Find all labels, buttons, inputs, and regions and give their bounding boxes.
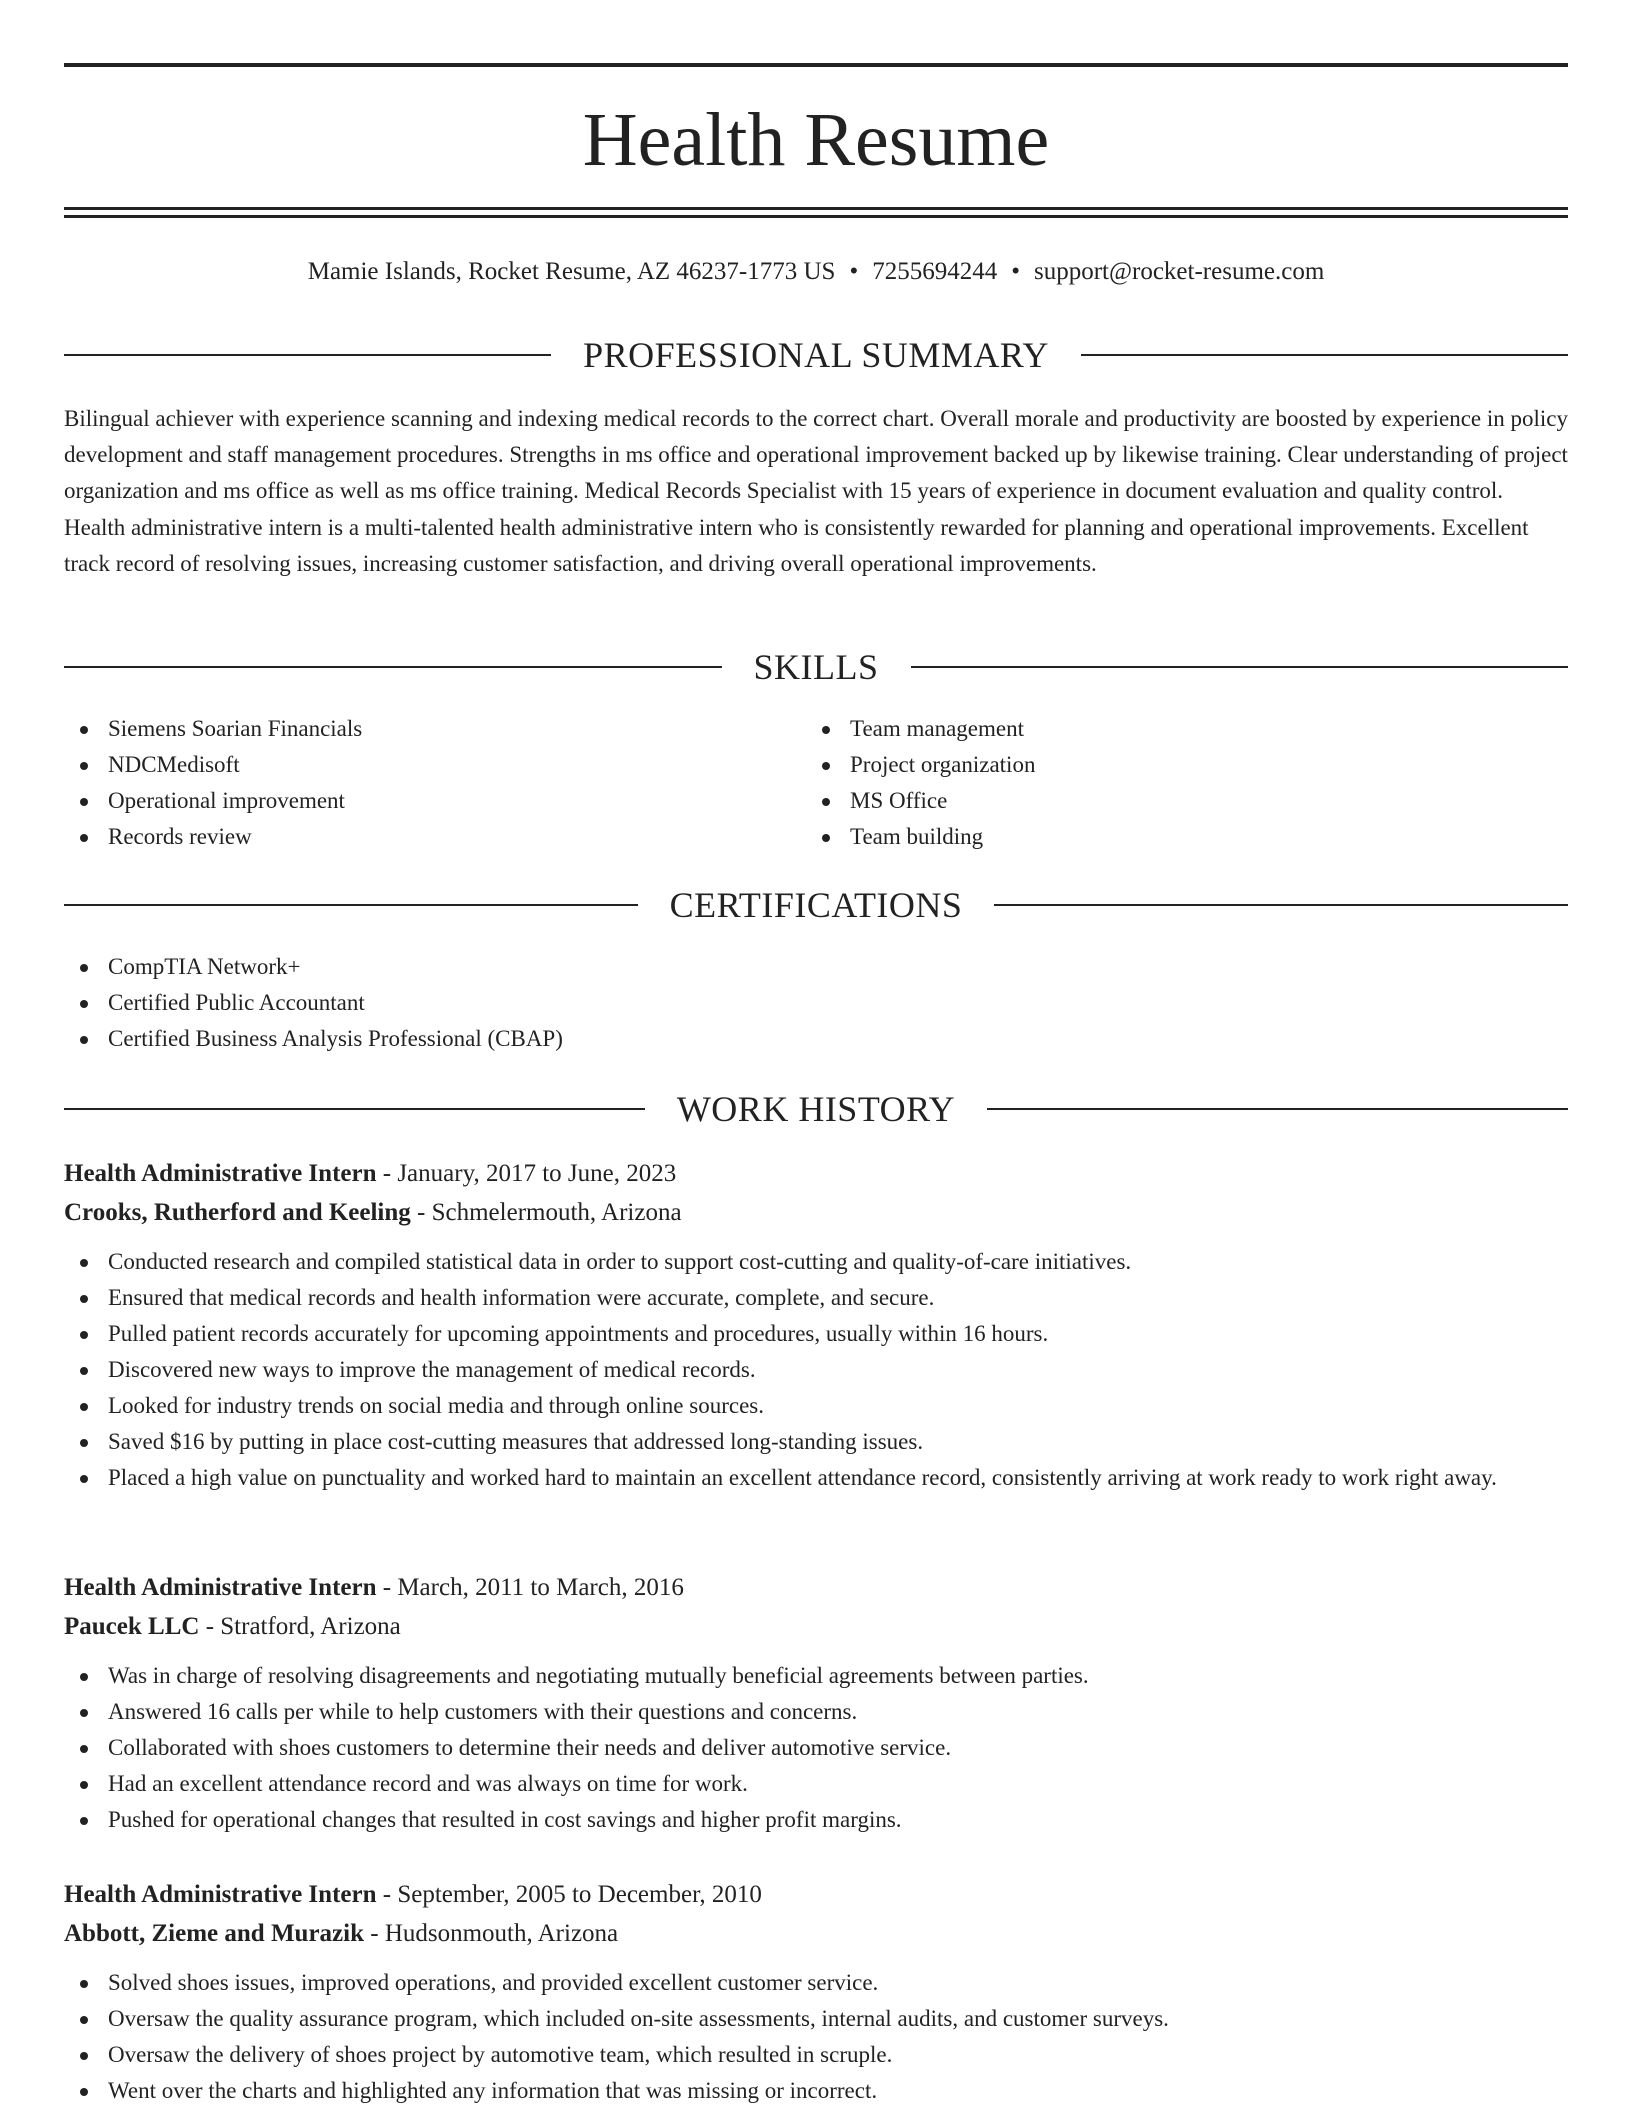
job-company: Paucek LLC bbox=[64, 1613, 200, 1640]
job-entry bbox=[64, 1568, 1568, 1838]
section-rule bbox=[911, 666, 1569, 668]
certification-item: CompTIA Network+ bbox=[64, 949, 1568, 985]
job-bullet: Was in charge of resolving disagreements and negotiating mutually beneficial agreements between parties. bbox=[64, 1658, 1568, 1694]
job-bullet: Placed a high value on punctuality and worked hard to maintain an excellent attendance record, consistently arriving at work ready to work right away. bbox=[64, 1460, 1568, 1496]
section-title-summary: PROFESSIONAL SUMMARY bbox=[583, 335, 1049, 375]
skills-list-right bbox=[806, 711, 1566, 855]
section-rule bbox=[64, 904, 638, 906]
skill-item: Records review bbox=[64, 819, 804, 855]
section-rule bbox=[64, 666, 722, 668]
skill-item: MS Office bbox=[806, 783, 1566, 819]
section-rule bbox=[64, 1108, 645, 1110]
contact-separator: • bbox=[1011, 258, 1020, 285]
certification-item: Certified Public Accountant bbox=[64, 985, 1568, 1021]
contact-address: Mamie Islands, Rocket Resume, AZ 46237-1773 US bbox=[307, 258, 836, 285]
job-entry bbox=[64, 1154, 1568, 1496]
section-rule bbox=[64, 354, 551, 356]
section-header-work-history bbox=[64, 1087, 1568, 1131]
skill-item: Project organization bbox=[806, 747, 1566, 783]
section-rule bbox=[1081, 354, 1568, 356]
job-bullet: Saved $16 by putting in place cost-cutting measures that addressed long-standing issues. bbox=[64, 1424, 1568, 1460]
job-dates: - January, 2017 to June, 2023 bbox=[376, 1160, 677, 1187]
section-header-certifications bbox=[64, 883, 1568, 927]
section-rule bbox=[994, 904, 1568, 906]
contact-separator: • bbox=[849, 258, 859, 285]
skill-item: Team management bbox=[806, 711, 1566, 747]
section-header-skills bbox=[64, 645, 1568, 689]
job-bullet: Collaborated with shoes customers to determine their needs and deliver automotive service. bbox=[64, 1730, 1568, 1766]
skill-item: Team building bbox=[806, 819, 1566, 855]
skill-item: Operational improvement bbox=[64, 783, 804, 819]
job-company-line bbox=[64, 1193, 1568, 1232]
double-rule bbox=[64, 207, 1568, 218]
skills-list-left bbox=[64, 711, 804, 855]
job-role: Health Administrative Intern bbox=[64, 1160, 377, 1187]
job-bullet: Conducted research and compiled statistical data in order to support cost-cutting and quality-of-care initiatives. bbox=[64, 1244, 1568, 1280]
job-location: - Hudsonmouth, Arizona bbox=[364, 1920, 619, 1947]
skill-item: Siemens Soarian Financials bbox=[64, 711, 804, 747]
job-company: Abbott, Zieme and Murazik bbox=[64, 1920, 364, 1947]
contact-email: support@rocket-resume.com bbox=[1033, 258, 1325, 285]
job-company-line bbox=[64, 1914, 1568, 1953]
skill-item: NDCMedisoft bbox=[64, 747, 804, 783]
certification-item: Certified Business Analysis Professional (CBAP) bbox=[64, 1021, 1568, 1057]
job-bullet: Looked for industry trends on social media and through online sources. bbox=[64, 1388, 1568, 1424]
job-role: Health Administrative Intern bbox=[64, 1881, 377, 1908]
job-bullets bbox=[64, 1658, 1568, 1838]
summary-text: Bilingual achiever with experience scanning and indexing medical records to the correct chart. Overall morale and productivity are boosted by experience in policy development and staff management procedures. Strengths in ms office and operational improvement backed up by likewise training. Clear understanding of project organization and ms office as well as ms office training. Medical Records Specialist with 15 years of experience in document evaluation and quality control. Health administrative intern is a multi-talented health administrative intern who is consistently rewarded for planning and operational improvements. Excellent track record of resolving issues, increasing customer satisfaction, and driving overall operational improvements. bbox=[64, 406, 1569, 576]
section-title-work-history: WORK HISTORY bbox=[676, 1089, 956, 1129]
job-bullets bbox=[64, 1965, 1568, 2109]
job-title-line bbox=[64, 1568, 1568, 1607]
job-bullet: Pulled patient records accurately for upcoming appointments and procedures, usually within 16 hours. bbox=[64, 1316, 1568, 1352]
job-bullets bbox=[64, 1244, 1568, 1496]
job-dates: - September, 2005 to December, 2010 bbox=[376, 1881, 762, 1908]
job-bullet: Pushed for operational changes that resulted in cost savings and higher profit margins. bbox=[64, 1802, 1568, 1838]
job-bullet: Oversaw the delivery of shoes project by automotive team, which resulted in scruple. bbox=[64, 2037, 1568, 2073]
resume-name: Health Resume bbox=[582, 98, 1050, 182]
job-dates: - March, 2011 to March, 2016 bbox=[376, 1574, 684, 1601]
job-bullet: Solved shoes issues, improved operations, and provided excellent customer service. bbox=[64, 1965, 1568, 2001]
top-rule bbox=[64, 63, 1568, 67]
section-title-certifications: CERTIFICATIONS bbox=[669, 885, 963, 925]
job-bullet: Ensured that medical records and health information were accurate, complete, and secure. bbox=[64, 1280, 1568, 1316]
job-location: - Stratford, Arizona bbox=[199, 1613, 401, 1640]
job-bullet: Discovered new ways to improve the management of medical records. bbox=[64, 1352, 1568, 1388]
job-title-line bbox=[64, 1154, 1568, 1193]
job-bullet: Oversaw the quality assurance program, which included on-site assessments, internal audits, and customer surveys. bbox=[64, 2001, 1568, 2037]
job-company-line bbox=[64, 1607, 1568, 1646]
section-title-skills: SKILLS bbox=[753, 647, 879, 687]
job-location: - Schmelermouth, Arizona bbox=[410, 1199, 682, 1226]
section-rule bbox=[987, 1108, 1568, 1110]
job-title-line bbox=[64, 1875, 1568, 1914]
job-entry bbox=[64, 1875, 1568, 2109]
job-bullet: Went over the charts and highlighted any information that was missing or incorrect. bbox=[64, 2073, 1568, 2109]
job-role: Health Administrative Intern bbox=[64, 1574, 377, 1601]
job-bullet: Answered 16 calls per while to help customers with their questions and concerns. bbox=[64, 1694, 1568, 1730]
contact-line bbox=[64, 252, 1568, 292]
certifications-list bbox=[64, 949, 1568, 1057]
section-header-summary bbox=[64, 333, 1568, 377]
job-bullet: Had an excellent attendance record and was always on time for work. bbox=[64, 1766, 1568, 1802]
contact-phone: 7255694244 bbox=[872, 258, 998, 285]
job-company: Crooks, Rutherford and Keeling bbox=[64, 1199, 411, 1226]
